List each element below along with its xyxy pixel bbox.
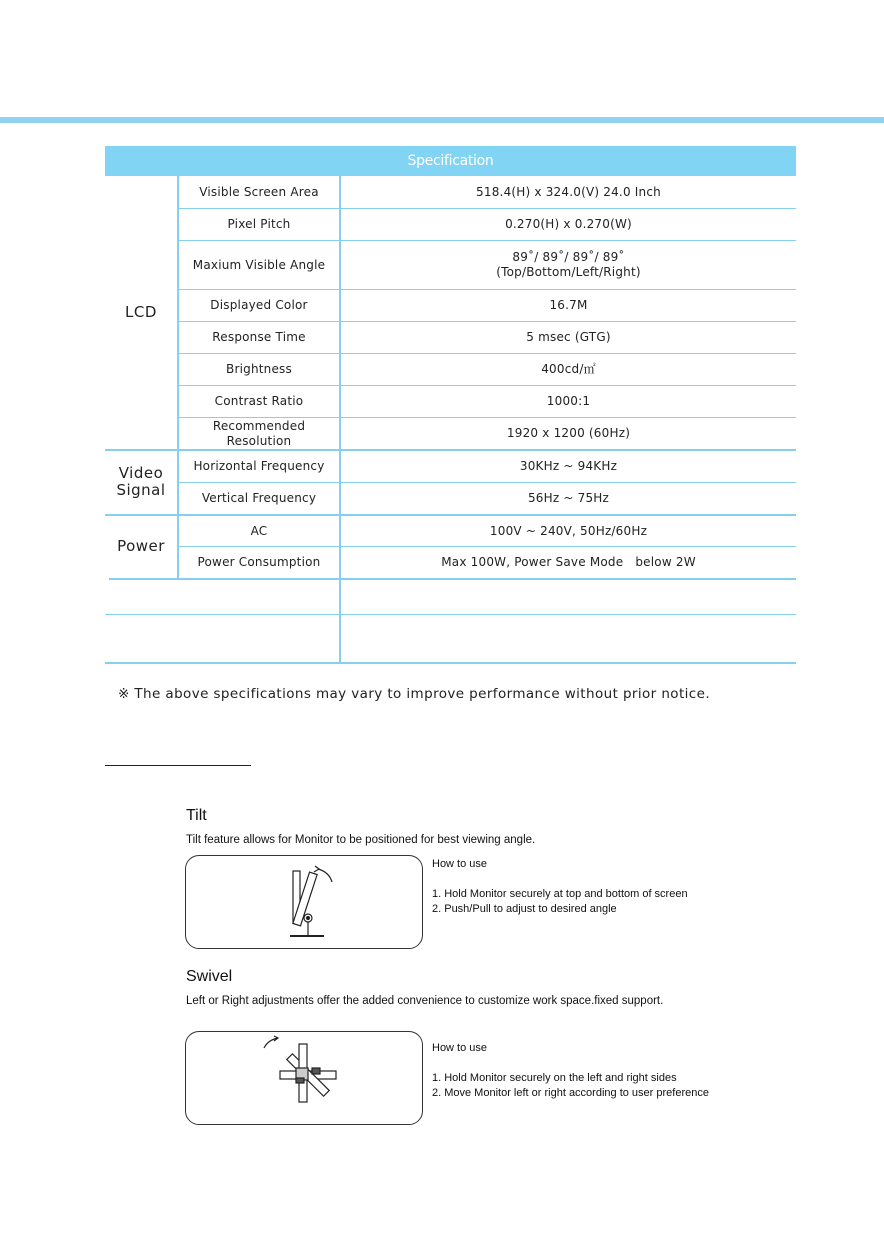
tilt-diagram-icon (186, 856, 421, 947)
spec-value-visible-angle (341, 241, 796, 289)
spec-label-contrast-ratio: Contrast Ratio (214, 394, 304, 408)
top-accent-rule (0, 117, 884, 123)
swivel-howto-title: How to use (432, 1042, 488, 1054)
tilt-howto (432, 857, 688, 917)
swivel-description: Left or Right adjustments offer the added convenience to customize work space.fixed support. (186, 995, 664, 1007)
spec-value-displayed-color: 16.7M (549, 298, 588, 312)
spec-label-ac: AC (250, 523, 268, 538)
spec-value-pixel-pitch: 0.270(H) x 0.270(W) (505, 217, 632, 231)
row-divider (105, 614, 796, 615)
spec-label-visible-angle: Maxium Visible Angle (192, 257, 326, 272)
spec-value-power-consumption: Max 100W, Power Save Mode below 2W (441, 555, 696, 569)
swivel-diagram-icon (186, 1032, 421, 1123)
group-label-video-line1: Video (118, 464, 164, 482)
swivel-step-1: 1. Hold Monitor securely on the left and right sides (432, 1072, 677, 1084)
swivel-step-2: 2. Move Monitor left or right according to user preference (432, 1087, 709, 1099)
spec-value-vertical-frequency: 56Hz ~ 75Hz (527, 491, 610, 505)
spec-label-vertical-frequency: Vertical Frequency (201, 491, 317, 505)
spec-value-ac: 100V ~ 240V, 50Hz/60Hz (489, 523, 648, 538)
tilt-illustration (185, 855, 423, 949)
group-label-power: Power (117, 537, 165, 555)
spec-value-recommended-resolution: 1920 x 1200 (60Hz) (506, 426, 631, 440)
swivel-howto (432, 1041, 709, 1101)
group-divider (109, 578, 796, 580)
group-label-video-line2: Signal (116, 481, 166, 499)
spec-label-displayed-color: Displayed Color (210, 298, 308, 312)
table-bottom-rule (105, 662, 796, 664)
visible-angle-values: 89˚/ 89˚/ 89˚/ 89˚ (512, 250, 625, 264)
spec-value-visible-screen-area: 518.4(H) x 324.0(V) 24.0 Inch (476, 184, 661, 199)
swivel-title: Swivel (186, 968, 233, 985)
visible-angle-legend: (Top/Bottom/Left/Right) (496, 265, 641, 279)
spec-label-brightness: Brightness (226, 362, 292, 376)
spec-label-visible-screen-area: Visible Screen Area (199, 184, 319, 199)
tilt-step-2: 2. Push/Pull to adjust to desired angle (432, 903, 617, 915)
spec-value-contrast-ratio: 1000:1 (546, 394, 591, 408)
group-label-video-signal (105, 450, 177, 514)
spec-label-pixel-pitch: Pixel Pitch (227, 217, 291, 231)
spec-label-power-consumption: Power Consumption (197, 555, 321, 569)
spec-value-brightness: 400cd/㎡ (541, 362, 596, 376)
spec-table-header: Specification (105, 146, 796, 176)
section-rule (105, 765, 251, 766)
swivel-illustration (185, 1031, 423, 1125)
spec-footnote: ※ The above specifications may vary to improve performance without prior notice. (118, 686, 711, 702)
spec-value-horizontal-frequency: 30KHz ~ 94KHz (519, 459, 618, 473)
tilt-description: Tilt feature allows for Monitor to be positioned for best viewing angle. (186, 834, 536, 846)
tilt-howto-title: How to use (432, 858, 488, 870)
spec-label-recommended-resolution: Recommended Resolution (212, 418, 306, 448)
spec-table (105, 176, 796, 664)
group-label-lcd: LCD (125, 303, 157, 321)
tilt-step-1: 1. Hold Monitor securely at top and bottom of screen (432, 888, 688, 900)
spec-value-response-time: 5 msec (GTG) (526, 330, 611, 344)
spec-label-horizontal-frequency: Horizontal Frequency (193, 459, 325, 473)
tilt-title: Tilt (186, 807, 207, 824)
spec-label-response-time: Response Time (212, 330, 306, 344)
